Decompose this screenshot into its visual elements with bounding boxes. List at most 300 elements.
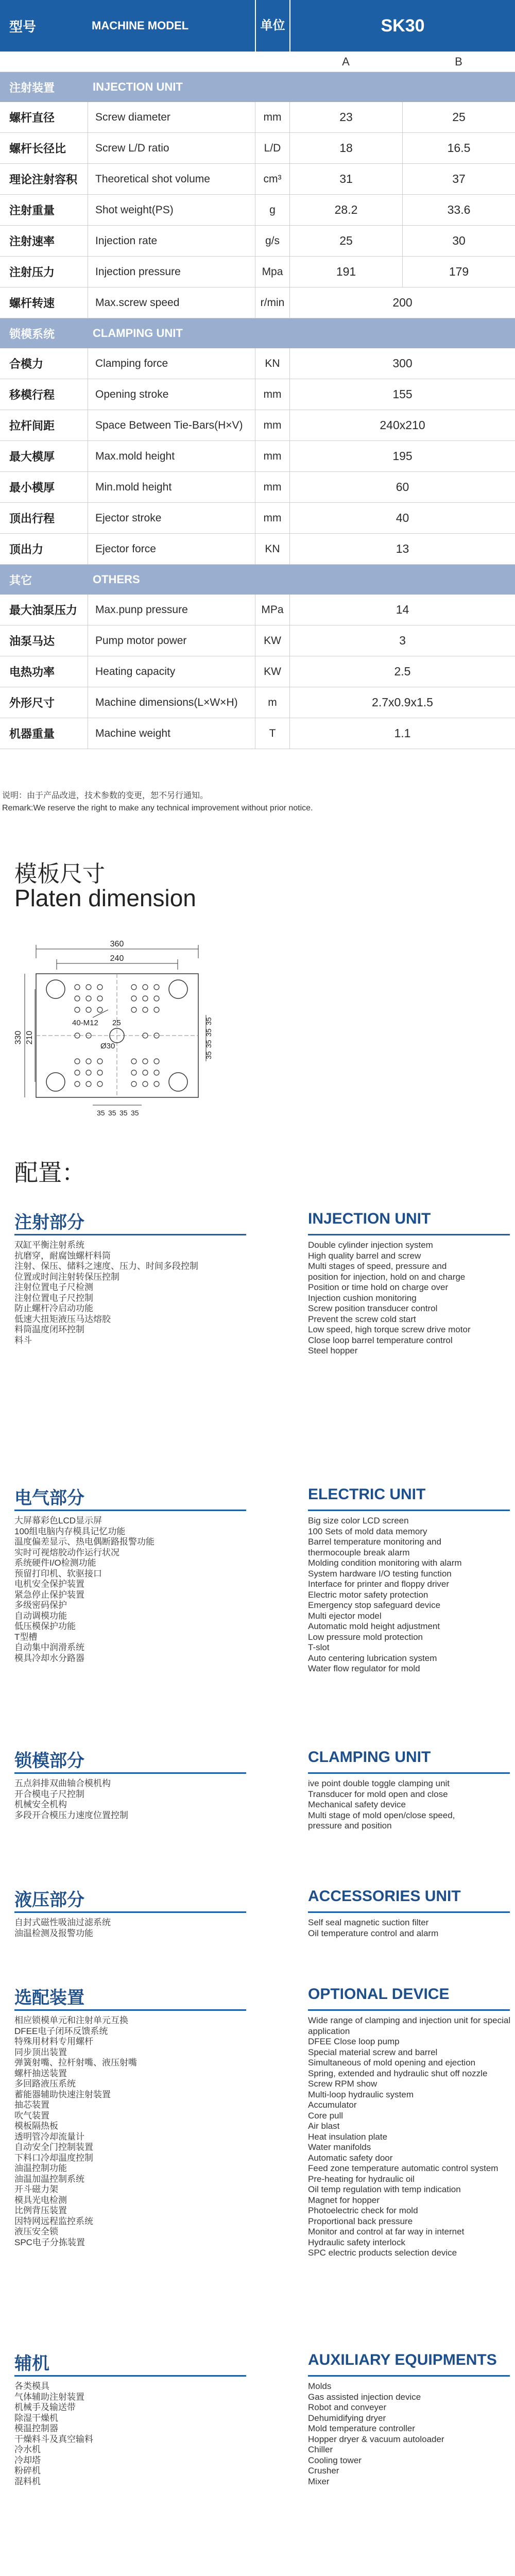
spec-value-a: 191 (289, 257, 402, 287)
list-item: 冷却塔 (14, 2455, 41, 2465)
list-item: 除湿干燥机 (14, 2413, 58, 2423)
list-item: SPC电子分拣装置 (14, 2237, 85, 2247)
list-item: Water manifolds (308, 2142, 371, 2152)
thread-hole (97, 985, 102, 990)
section-header (0, 565, 515, 595)
list-item: 多回路液压系统 (14, 2079, 76, 2089)
spec-label-en: Injection pressure (88, 257, 255, 287)
spec-label-cn: 注射重量 (9, 204, 55, 217)
list-item: Steel hopper (308, 1346, 358, 1355)
block-title-cn: 辅机 (14, 2353, 49, 2374)
spec-unit: mm (255, 441, 289, 471)
section-header (0, 72, 515, 102)
spec-row (0, 257, 515, 287)
spec-label-en: Theoretical shot volume (88, 164, 255, 194)
list-item: 比例背压装置 (14, 2206, 67, 2215)
block-list-cn (14, 1516, 293, 1664)
list-item: Multi-loop hydraulic system (308, 2089, 414, 2099)
spec-value: 2.5 (289, 656, 515, 687)
list-item: 开合模电子尺控制 (14, 1789, 84, 1799)
list-item: Double cylinder injection system (308, 1240, 433, 1250)
list-item: 自封式磁性吸油过滤系统 (14, 1918, 111, 1927)
list-item: 油温检测及报警功能 (14, 1928, 93, 1938)
header-unit-text: 单位 (260, 19, 285, 32)
dim-side-4: 35 (204, 1051, 213, 1059)
spec-unit: cm³ (255, 164, 289, 194)
block-divider (14, 2375, 246, 2377)
spec-label-en: Opening stroke (88, 379, 255, 410)
block-title-en: OPTIONAL DEVICE (308, 1986, 450, 2003)
spec-label-cn: 螺杆直径 (9, 111, 55, 124)
spec-row (0, 379, 515, 410)
block-title-en: CLAMPING UNIT (308, 1749, 431, 1766)
header-model-cn: 型号 (9, 19, 37, 35)
tiebar-hole (169, 1073, 187, 1091)
spec-value: 240x210 (289, 410, 515, 440)
col-a-label: A (342, 55, 350, 68)
block-list-cn (14, 1240, 293, 1346)
block-title-en: INJECTION UNIT (308, 1210, 431, 1227)
list-item: Big size color LCD screen (308, 1516, 409, 1526)
spec-label-cn: 注射速率 (9, 235, 55, 248)
block-title-cn: 液压部分 (14, 1890, 84, 1910)
spec-label-en: Max.punp pressure (88, 595, 255, 625)
spec-value-b: 37 (402, 164, 515, 194)
spec-row (0, 410, 515, 441)
list-item: DFEE Close loop pump (308, 2037, 400, 2046)
spec-label-cn: 移模行程 (9, 388, 55, 401)
tiebar-hole (169, 980, 187, 998)
section-title-cn: 其它 (9, 573, 32, 587)
section-title-en: OTHERS (93, 573, 140, 586)
list-item: 温度偏差显示、热电偶断路报警功能 (14, 1537, 154, 1547)
spec-label-cn: 机器重量 (9, 727, 55, 740)
tiebar-hole (46, 980, 65, 998)
dim-thread: 40-M12 (72, 1019, 98, 1027)
thread-hole (143, 1070, 148, 1075)
list-item: Hydraulic safety interlock (308, 2237, 405, 2247)
list-item: 100组电脑内存模具记忆功能 (14, 1526, 126, 1536)
list-item: DFEE电子闭环反馈系统 (14, 2026, 108, 2036)
remark-en: Remark:We reserve the right to make any technical improvement without prior notice. (2, 804, 313, 812)
spec-label-en: Min.mold height (88, 472, 255, 502)
dim-bottom-1: 35 (97, 1109, 105, 1117)
list-item: Proportional back pressure (308, 2216, 413, 2226)
list-item: Accumulator (308, 2100, 357, 2110)
dim-side-2: 35 (204, 1028, 213, 1037)
spec-value-a: 25 (289, 226, 402, 256)
list-item: 弹簧射嘴、拉杆射嘴、液压射嘴 (14, 2058, 137, 2067)
spec-value: 1.1 (289, 718, 515, 749)
spec-unit: T (255, 718, 289, 749)
spec-row (0, 625, 515, 656)
list-item: 实时可视熔胶动作运行状况 (14, 1547, 119, 1557)
spec-label-cn: 顶出力 (9, 543, 44, 556)
spec-label-en: Machine weight (88, 718, 255, 749)
list-item: 双缸平衡注射系统 (14, 1240, 84, 1250)
list-item: Photoelectric check for mold (308, 2206, 418, 2215)
spec-unit: mm (255, 503, 289, 533)
platen-drawing (15, 938, 283, 1123)
list-item: 多级密码保护 (14, 1600, 67, 1610)
list-item: Molds (308, 2381, 332, 2391)
spec-label-en: Machine dimensions(L×W×H) (88, 687, 255, 718)
thread-hole (75, 1007, 80, 1012)
list-item: Special material screw and barrel (308, 2047, 438, 2057)
spec-row (0, 718, 515, 749)
spec-row (0, 472, 515, 503)
spec-label-cn: 顶出行程 (9, 512, 55, 525)
thread-hole (143, 1059, 148, 1064)
list-item: 模具冷却水分路器 (14, 1653, 84, 1663)
spec-label-cn: 拉杆间距 (9, 419, 55, 432)
spec-row (0, 687, 515, 718)
list-item: 冷水机 (14, 2445, 41, 2454)
block-title-cn: 注射部分 (14, 1212, 84, 1233)
block-divider (14, 1911, 246, 1913)
list-item: 相应锁模单元和注射单元互换 (14, 2015, 128, 2025)
list-item: 抽芯装置 (14, 2100, 49, 2110)
list-item: Screw position transducer control (308, 1303, 438, 1313)
spec-value: 60 (289, 472, 515, 502)
remark-cn: 说明：由于产品改进，技术参数的变更，恕不另行通知。 (2, 791, 209, 800)
list-item: 开斗磁力架 (14, 2184, 58, 2194)
list-item: T型槽 (14, 1632, 38, 1642)
list-item: Automatic safety door (308, 2153, 393, 2163)
list-item: 模温控制器 (14, 2424, 58, 2433)
list-item: SPC electric products selection device (308, 2248, 457, 2258)
spec-row (0, 595, 515, 625)
section-title-en: CLAMPING UNIT (93, 327, 183, 340)
thread-hole (154, 985, 159, 990)
list-item: 螺杆抽送装置 (14, 2068, 67, 2078)
block-title-cn: 电气部分 (14, 1488, 84, 1509)
spec-label-cn: 理论注射容积 (9, 173, 78, 186)
spec-value-a: 28.2 (289, 195, 402, 225)
section-title-cn: 锁模系统 (9, 327, 55, 341)
list-item: 抗磨穿，耐腐蚀螺杆料筒 (14, 1250, 111, 1261)
block-divider (14, 1772, 246, 1774)
block-title-cn: 锁模部分 (14, 1751, 84, 1771)
spec-row (0, 503, 515, 534)
block-list-en (308, 1918, 511, 1939)
thread-hole (75, 985, 80, 990)
block-list-en (308, 1240, 511, 1357)
list-item: 多段开合模压力速度位置控制 (14, 1810, 128, 1820)
list-item: 料筒温度闭环控制 (14, 1325, 84, 1334)
list-item: ive point double toggle clamping unit (308, 1778, 450, 1788)
spec-subheader (0, 52, 515, 72)
list-item: Dehumidifying dryer (308, 2413, 386, 2423)
spec-value-b: 16.5 (402, 133, 515, 163)
list-item: Oil temp regulation with temp indication (308, 2184, 461, 2194)
header-model-en: MACHINE MODEL (92, 19, 189, 32)
thread-hole (143, 1007, 148, 1012)
list-item: Low pressure mold protection (308, 1632, 423, 1642)
block-title-en: AUXILIARY EQUIPMENTS (308, 2351, 497, 2368)
list-item: 位置或时间注射转保压控制 (14, 1272, 119, 1282)
list-item: 紧急停止保护装置 (14, 1589, 84, 1600)
spec-label-cn: 最大油泵压力 (9, 604, 78, 617)
thread-hole (75, 1070, 80, 1075)
block-divider (14, 1510, 246, 1511)
block-divider (14, 1234, 246, 1235)
spec-unit: L/D (255, 133, 289, 163)
thread-hole (86, 1081, 91, 1087)
spec-unit: mm (255, 379, 289, 410)
list-item: Core pull (308, 2110, 344, 2121)
list-item: System hardware I/O testing function (308, 1568, 452, 1579)
thread-hole (131, 996, 136, 1001)
list-item: Robot and conveyer (308, 2402, 387, 2412)
block-list-cn (14, 2381, 293, 2487)
list-item: 粉碎机 (14, 2466, 41, 2476)
list-item: 模具光电检测 (14, 2195, 67, 2205)
spec-label-en: Clamping force (88, 348, 255, 379)
list-item: Feed zone temperature automatic control system (308, 2163, 499, 2173)
spec-row (0, 195, 515, 226)
spec-label-cn: 电热功率 (9, 666, 55, 679)
block-title-en: ELECTRIC UNIT (308, 1486, 426, 1503)
list-item: Water flow regulator for mold (308, 1664, 420, 1673)
spec-label-cn: 螺杆长径比 (9, 142, 66, 155)
list-item: Wide range of clamping and injection unit for special (308, 2015, 511, 2025)
list-item: 液压安全锁 (14, 2227, 58, 2236)
spec-row (0, 287, 515, 318)
spec-label-cn: 合模力 (9, 358, 44, 370)
thread-hole (75, 1081, 80, 1087)
list-item: 注射位置电子尺检测 (14, 1282, 93, 1292)
list-item: Molding condition monitoring with alarm (308, 1558, 462, 1568)
list-item: Monitor and control at far way in internet (308, 2227, 465, 2236)
dim-bottom-2: 35 (108, 1109, 116, 1117)
dim-center: Ø30 (100, 1042, 115, 1050)
list-item: 油温控制功能 (14, 2163, 67, 2173)
block-title-cn: 选配装置 (14, 1988, 84, 2008)
list-item: 机械安全机构 (14, 1800, 67, 1809)
list-item: Magnet for hopper (308, 2195, 380, 2205)
thread-hole (86, 985, 91, 990)
dim-bottom-4: 35 (131, 1109, 139, 1117)
spec-value: 2.7x0.9x1.5 (289, 687, 515, 718)
list-item: High quality barrel and screw (308, 1250, 421, 1261)
spec-label-en: Shot weight(PS) (88, 195, 255, 225)
thread-hole (97, 1070, 102, 1075)
spec-label-cn: 最大模厚 (9, 450, 55, 463)
spec-label-en: Space Between Tie-Bars(H×V) (88, 410, 255, 440)
list-item: Spring, extended and hydraulic shut off nozzle (308, 2068, 488, 2078)
block-list-cn (14, 2015, 293, 2248)
list-item: 电机安全保护装置 (14, 1579, 84, 1589)
list-item: Mixer (308, 2476, 330, 2486)
spec-label-cn: 螺杆转速 (9, 297, 55, 310)
list-item: Air blast (308, 2121, 340, 2131)
list-item: Crusher (308, 2466, 339, 2476)
list-item: Position or time hold on charge over (308, 1282, 449, 1292)
spec-unit: r/min (255, 287, 289, 318)
dim-tiebar-h: 210 (25, 1030, 34, 1045)
block-list-en (308, 1516, 511, 1674)
list-item: 防止螺杆冷启动功能 (14, 1303, 93, 1313)
spec-unit: KW (255, 656, 289, 687)
spec-label-en: Ejector force (88, 534, 255, 564)
platen-title-en: Platen dimension (14, 885, 196, 911)
spec-row (0, 102, 515, 133)
spec-value-a: 23 (289, 102, 402, 132)
list-item: 100 Sets of mold data memory (308, 1526, 427, 1536)
list-item: Pre-heating for hydraulic oil (308, 2174, 415, 2184)
list-item: application (308, 2026, 350, 2036)
list-item: Injection cushion monitoring (308, 1293, 417, 1303)
spec-value: 300 (289, 348, 515, 379)
list-item: Hopper dryer & vacuum autoloader (308, 2434, 444, 2444)
header-model-value: SK30 (289, 0, 515, 52)
thread-hole (154, 996, 159, 1001)
spec-label-cn: 最小模厚 (9, 481, 55, 494)
list-item: position for injection, hold on and charge (308, 1272, 466, 1282)
remark (0, 790, 515, 815)
block-list-cn (14, 1778, 293, 1821)
spec-row (0, 534, 515, 565)
list-item: Screw RPM show (308, 2079, 377, 2089)
list-item: 特殊用材料专用螺杆 (14, 2037, 93, 2046)
dim-thread-2: 25 (112, 1019, 121, 1027)
list-item: 下料口冷却温度控制 (14, 2153, 93, 2163)
platen-title-cn: 模板尺寸 (14, 861, 105, 887)
list-item: 自动安全门控制装置 (14, 2142, 93, 2152)
list-item: 蓄能器辅助快速注射装置 (14, 2089, 111, 2099)
list-item: Mechanical safety device (308, 1800, 406, 1809)
spec-label-en: Pump motor power (88, 625, 255, 656)
list-item: Multi stages of speed, pressure and (308, 1261, 447, 1271)
block-divider (308, 1911, 510, 1913)
spec-sections (0, 72, 515, 749)
list-item: Electric motor safety protection (308, 1589, 428, 1600)
list-item: Barrel temperature monitoring and (308, 1537, 441, 1547)
spec-value: 14 (289, 595, 515, 625)
thread-hole (154, 1070, 159, 1075)
spec-table (0, 0, 515, 749)
block-divider (308, 1510, 510, 1511)
list-item: 透明管冷却流量计 (14, 2131, 84, 2142)
section-title-cn: 注射装置 (9, 81, 55, 94)
list-item: Cooling tower (308, 2455, 362, 2465)
block-divider (308, 2009, 510, 2011)
thread-hole (131, 1070, 136, 1075)
spec-label-en: Max.screw speed (88, 287, 255, 318)
spec-unit: g (255, 195, 289, 225)
spec-label-en: Ejector stroke (88, 503, 255, 533)
list-item: Prevent the screw cold start (308, 1314, 416, 1324)
list-item: 干燥料斗及真空输料 (14, 2434, 93, 2444)
thread-hole (131, 985, 136, 990)
spec-label-cn: 油泵马达 (9, 635, 55, 648)
spec-row (0, 164, 515, 195)
spec-value-b: 179 (402, 257, 515, 287)
block-list-cn (14, 1918, 293, 1939)
spec-unit: mm (255, 472, 289, 502)
spec-unit: m (255, 687, 289, 718)
list-item: Transducer for mold open and close (308, 1789, 448, 1799)
thread-hole (86, 1059, 91, 1064)
thread-hole (131, 1007, 136, 1012)
section-header (0, 318, 515, 348)
block-title-en: ACCESSORIES UNIT (308, 1888, 461, 1905)
block-list-en (308, 1778, 511, 1832)
list-item: 五点斜排双曲轴合模机构 (14, 1778, 111, 1788)
spec-label-en: Max.mold height (88, 441, 255, 471)
tiebar-hole (46, 1073, 65, 1091)
spec-value-b: 33.6 (402, 195, 515, 225)
spec-value: 40 (289, 503, 515, 533)
block-divider (308, 1234, 510, 1235)
list-item: 同步顶出装置 (14, 2047, 67, 2057)
list-item: 自动集中润滑系统 (14, 1642, 84, 1652)
block-list-en (308, 2381, 511, 2487)
spec-value-b: 30 (402, 226, 515, 256)
block-divider (308, 1772, 510, 1774)
list-item: Simultaneous of mold opening and ejection (308, 2058, 476, 2067)
list-item: 因特网远程监控系统 (14, 2216, 93, 2226)
spec-value: 13 (289, 534, 515, 564)
list-item: 注射、保压、储料之速度、压力、时间多段控制 (14, 1261, 198, 1271)
spec-value: 200 (289, 287, 515, 318)
list-item: 预留打印机、软驱接口 (14, 1568, 102, 1579)
spec-value-b: 25 (402, 102, 515, 132)
config-title: 配置： (14, 1159, 85, 1186)
spec-unit: mm (255, 102, 289, 132)
list-item: 油温加温控制系统 (14, 2174, 84, 2184)
thread-hole (97, 996, 102, 1001)
spec-label-en: Injection rate (88, 226, 255, 256)
list-item: 低速大扭矩液压马达熔胶 (14, 1314, 111, 1324)
spec-row (0, 656, 515, 687)
list-item: Multi stage of mold open/close speed, (308, 1810, 455, 1820)
spec-label-cn: 注射压力 (9, 266, 55, 279)
thread-hole (154, 1007, 159, 1012)
dim-outer-h: 330 (14, 1030, 23, 1045)
list-item: 吹气装置 (14, 2110, 49, 2121)
dim-side-1: 35 (204, 1017, 213, 1025)
thread-hole (97, 1059, 102, 1064)
spec-value: 155 (289, 379, 515, 410)
col-b-label: B (455, 55, 462, 68)
spec-value-a: 31 (289, 164, 402, 194)
list-item: 混料机 (14, 2476, 41, 2486)
list-item: T-slot (308, 1642, 330, 1652)
section-title-en: INJECTION UNIT (93, 80, 183, 93)
spec-unit: KN (255, 348, 289, 379)
list-item: Close loop barrel temperature control (308, 1335, 453, 1345)
list-item: Self seal magnetic suction filter (308, 1918, 429, 1927)
spec-label-en: Screw diameter (88, 102, 255, 132)
list-item: Emergency stop safeguard device (308, 1600, 441, 1610)
thread-hole (75, 1059, 80, 1064)
spec-unit: KN (255, 534, 289, 564)
list-item: 大屏幕彩色LCD显示屏 (14, 1516, 102, 1526)
list-item: Oil temperature control and alarm (308, 1928, 439, 1938)
thread-hole (131, 1059, 136, 1064)
list-item: 气体辅助注射装置 (14, 2392, 84, 2402)
spec-label-en: Heating capacity (88, 656, 255, 687)
thread-hole (143, 1081, 148, 1087)
spec-row (0, 133, 515, 164)
thread-hole (86, 996, 91, 1001)
list-item: Auto centering lubrication system (308, 1653, 437, 1663)
spec-unit: Mpa (255, 257, 289, 287)
list-item: Heat insulation plate (308, 2131, 388, 2142)
list-item: 自动调模功能 (14, 1611, 67, 1621)
